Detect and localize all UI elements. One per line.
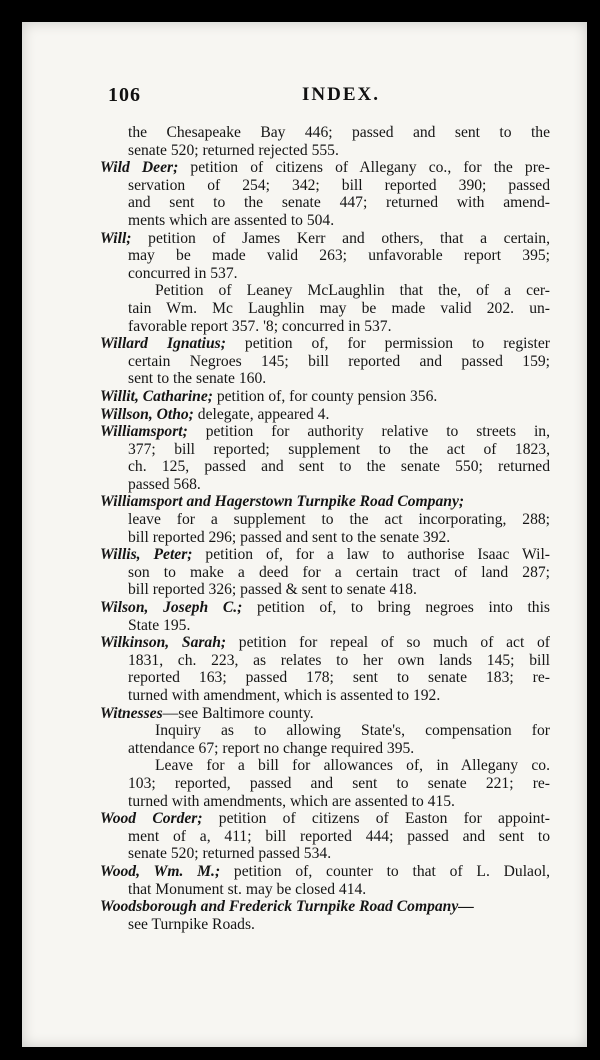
entry-headword: Wilson, Joseph C.; — [100, 599, 243, 617]
index-entry-line — [100, 793, 550, 811]
entry-headword: Woodsborough and Frederick Turnpike Road Company— — [100, 898, 474, 916]
entry-text: certain Negroes 145; bill reported and passed 159; — [128, 352, 550, 370]
index-entry — [100, 898, 550, 916]
index-entry — [100, 388, 550, 406]
entry-text: 377; bill reported; supplement to the act of 1823, — [128, 440, 550, 458]
index-entry — [100, 423, 550, 441]
entry-text: Petition of Leaney McLaughlin that the, of a cer- — [155, 282, 550, 300]
index-entry-line — [100, 828, 550, 846]
index-entry-line — [100, 652, 550, 670]
entry-headword: Wilkinson, Sarah; — [100, 634, 227, 652]
entry-text: ch. 125, passed and sent to the senate 550; returned — [128, 458, 550, 476]
index-entry-line — [100, 142, 550, 160]
page-title: INDEX. — [302, 84, 380, 105]
entry-headword: Willson, Otho; — [100, 405, 194, 423]
entry-text: sent to the senate 160. — [128, 370, 267, 388]
entry-text: petition for authority relative to streets in, — [187, 423, 550, 441]
index-entry-line — [100, 669, 550, 687]
entry-headword: Wood, Wm. M.; — [100, 862, 221, 880]
entry-text: see Turnpike Roads. — [128, 915, 255, 933]
entry-headword: Wild Deer; — [100, 159, 179, 177]
index-entry-line — [100, 529, 550, 547]
index-entry — [100, 546, 550, 564]
entry-text: reported 163; passed 178; sent to senate 183; re- — [128, 669, 550, 687]
entry-text: petition of, to bring negroes into this — [242, 599, 550, 617]
entry-text: that Monument st. may be closed 414. — [128, 880, 367, 898]
entry-text: petition of James Kerr and others, that a certain, — [131, 229, 550, 247]
index-entry-line — [100, 740, 550, 758]
entry-text: petition of citizens of Easton for appoint- — [202, 810, 550, 828]
entry-text: petition of, counter to that of L. Dulaol, — [220, 862, 550, 880]
index-entry — [100, 863, 550, 881]
index-entry-line — [100, 353, 550, 371]
entry-text: Leave for a bill for allowances of, in Allegany co. — [155, 757, 550, 775]
index-entry-line — [100, 881, 550, 899]
entry-text: —see Baltimore county. — [162, 704, 314, 722]
entry-headword: Willard Ignatius; — [100, 335, 226, 353]
entry-text: turned with amendments, which are assented to 415. — [128, 792, 455, 810]
index-entry-line — [100, 916, 550, 934]
entry-text: attendance 67; report no change required 395. — [128, 739, 415, 757]
index-entry-line — [100, 300, 550, 318]
index-entry-line — [100, 775, 550, 793]
entry-text: passed 568. — [128, 475, 201, 493]
entry-text: may be made valid 263; unfavorable report 395; — [128, 247, 550, 265]
entry-text: petition of, for permission to register — [225, 335, 550, 353]
index-entries — [100, 124, 550, 933]
entry-text: State 195. — [128, 616, 191, 634]
index-entry-line — [100, 318, 550, 336]
index-page — [22, 22, 587, 1047]
entry-headword: Wood Corder; — [100, 810, 203, 828]
entry-text: petition of, for county pension 356. — [212, 387, 438, 405]
entry-text: bill reported 296; passed and sent to the senate 392. — [128, 528, 451, 546]
entry-text: tain Wm. Mc Laughlin may be made valid 202. un- — [128, 299, 550, 317]
entry-text: petition for repeal of so much of act of — [226, 634, 550, 652]
page-header — [22, 84, 587, 114]
index-entry-line — [100, 441, 550, 459]
index-entry-line — [100, 687, 550, 705]
index-entry — [100, 230, 550, 248]
entry-text: petition of, for a law to authorise Isaac Wil- — [192, 546, 550, 564]
entry-headword: Willis, Peter; — [100, 546, 193, 564]
entry-headword: Witnesses — [100, 704, 163, 722]
index-entry-line — [100, 212, 550, 230]
index-entry-line — [100, 458, 550, 476]
entry-headword: Williamsport; — [100, 423, 188, 441]
entry-text: concurred in 537. — [128, 264, 238, 282]
index-entry — [100, 705, 550, 723]
index-entry-line — [100, 617, 550, 635]
index-entry — [100, 634, 550, 652]
entry-text: ment of a, 411; bill reported 444; passed and sent to — [128, 827, 550, 845]
entry-text: turned with amendment, which is assented to 192. — [128, 687, 441, 704]
index-entry-line — [100, 476, 550, 494]
entry-text: servation of 254; 342; bill reported 390; passed — [128, 176, 550, 194]
index-entry-line — [100, 194, 550, 212]
index-entry-line — [100, 757, 550, 775]
entry-text: senate 520; returned passed 534. — [128, 845, 332, 863]
entry-text: and sent to the senate 447; returned with amend- — [128, 194, 550, 212]
entry-text: 1831, ch. 223, as relates to her own lands 145; bill — [128, 651, 550, 669]
entry-text: ments which are assented to 504. — [128, 211, 335, 229]
entry-text: bill reported 326; passed & sent to senate 418. — [128, 581, 417, 599]
entry-text: 103; reported, passed and sent to senate 221; re- — [128, 774, 550, 792]
entry-headword: Will; — [100, 229, 132, 247]
index-entry — [100, 406, 550, 424]
index-entry-line — [100, 124, 550, 142]
index-entry-line — [100, 370, 550, 388]
index-entry — [100, 159, 550, 177]
entry-headword: Willit, Catharine; — [100, 387, 213, 405]
index-entry — [100, 599, 550, 617]
index-entry-line — [100, 845, 550, 863]
index-entry-line — [100, 282, 550, 300]
page-number: 106 — [108, 84, 141, 106]
entry-text: petition of citizens of Allegany co., for the pre- — [178, 159, 550, 177]
entry-text: son to make a deed for a certain tract of land 287; — [128, 563, 550, 581]
index-entry-line — [100, 581, 550, 599]
index-entry-line — [100, 247, 550, 265]
entry-text: favorable report 357. '8; concurred in 537. — [128, 317, 392, 335]
index-entry-line — [100, 722, 550, 740]
entry-text: Inquiry as to allowing State's, compensation for — [155, 722, 550, 740]
entry-text: senate 520; returned rejected 555. — [128, 141, 339, 159]
entry-text: leave for a supplement to the act incorporating, 288; — [128, 511, 550, 529]
index-entry-line — [100, 564, 550, 582]
entry-headword: Williamsport and Hagerstown Turnpike Road Company; — [100, 493, 465, 511]
index-entry — [100, 335, 550, 353]
entry-text: delegate, appeared 4. — [193, 405, 330, 423]
entry-text: the Chesapeake Bay 446; passed and sent to the — [128, 124, 550, 141]
index-entry — [100, 810, 550, 828]
index-entry-line — [100, 511, 550, 529]
index-entry-line — [100, 177, 550, 195]
index-entry-line — [100, 265, 550, 283]
index-entry — [100, 493, 550, 511]
